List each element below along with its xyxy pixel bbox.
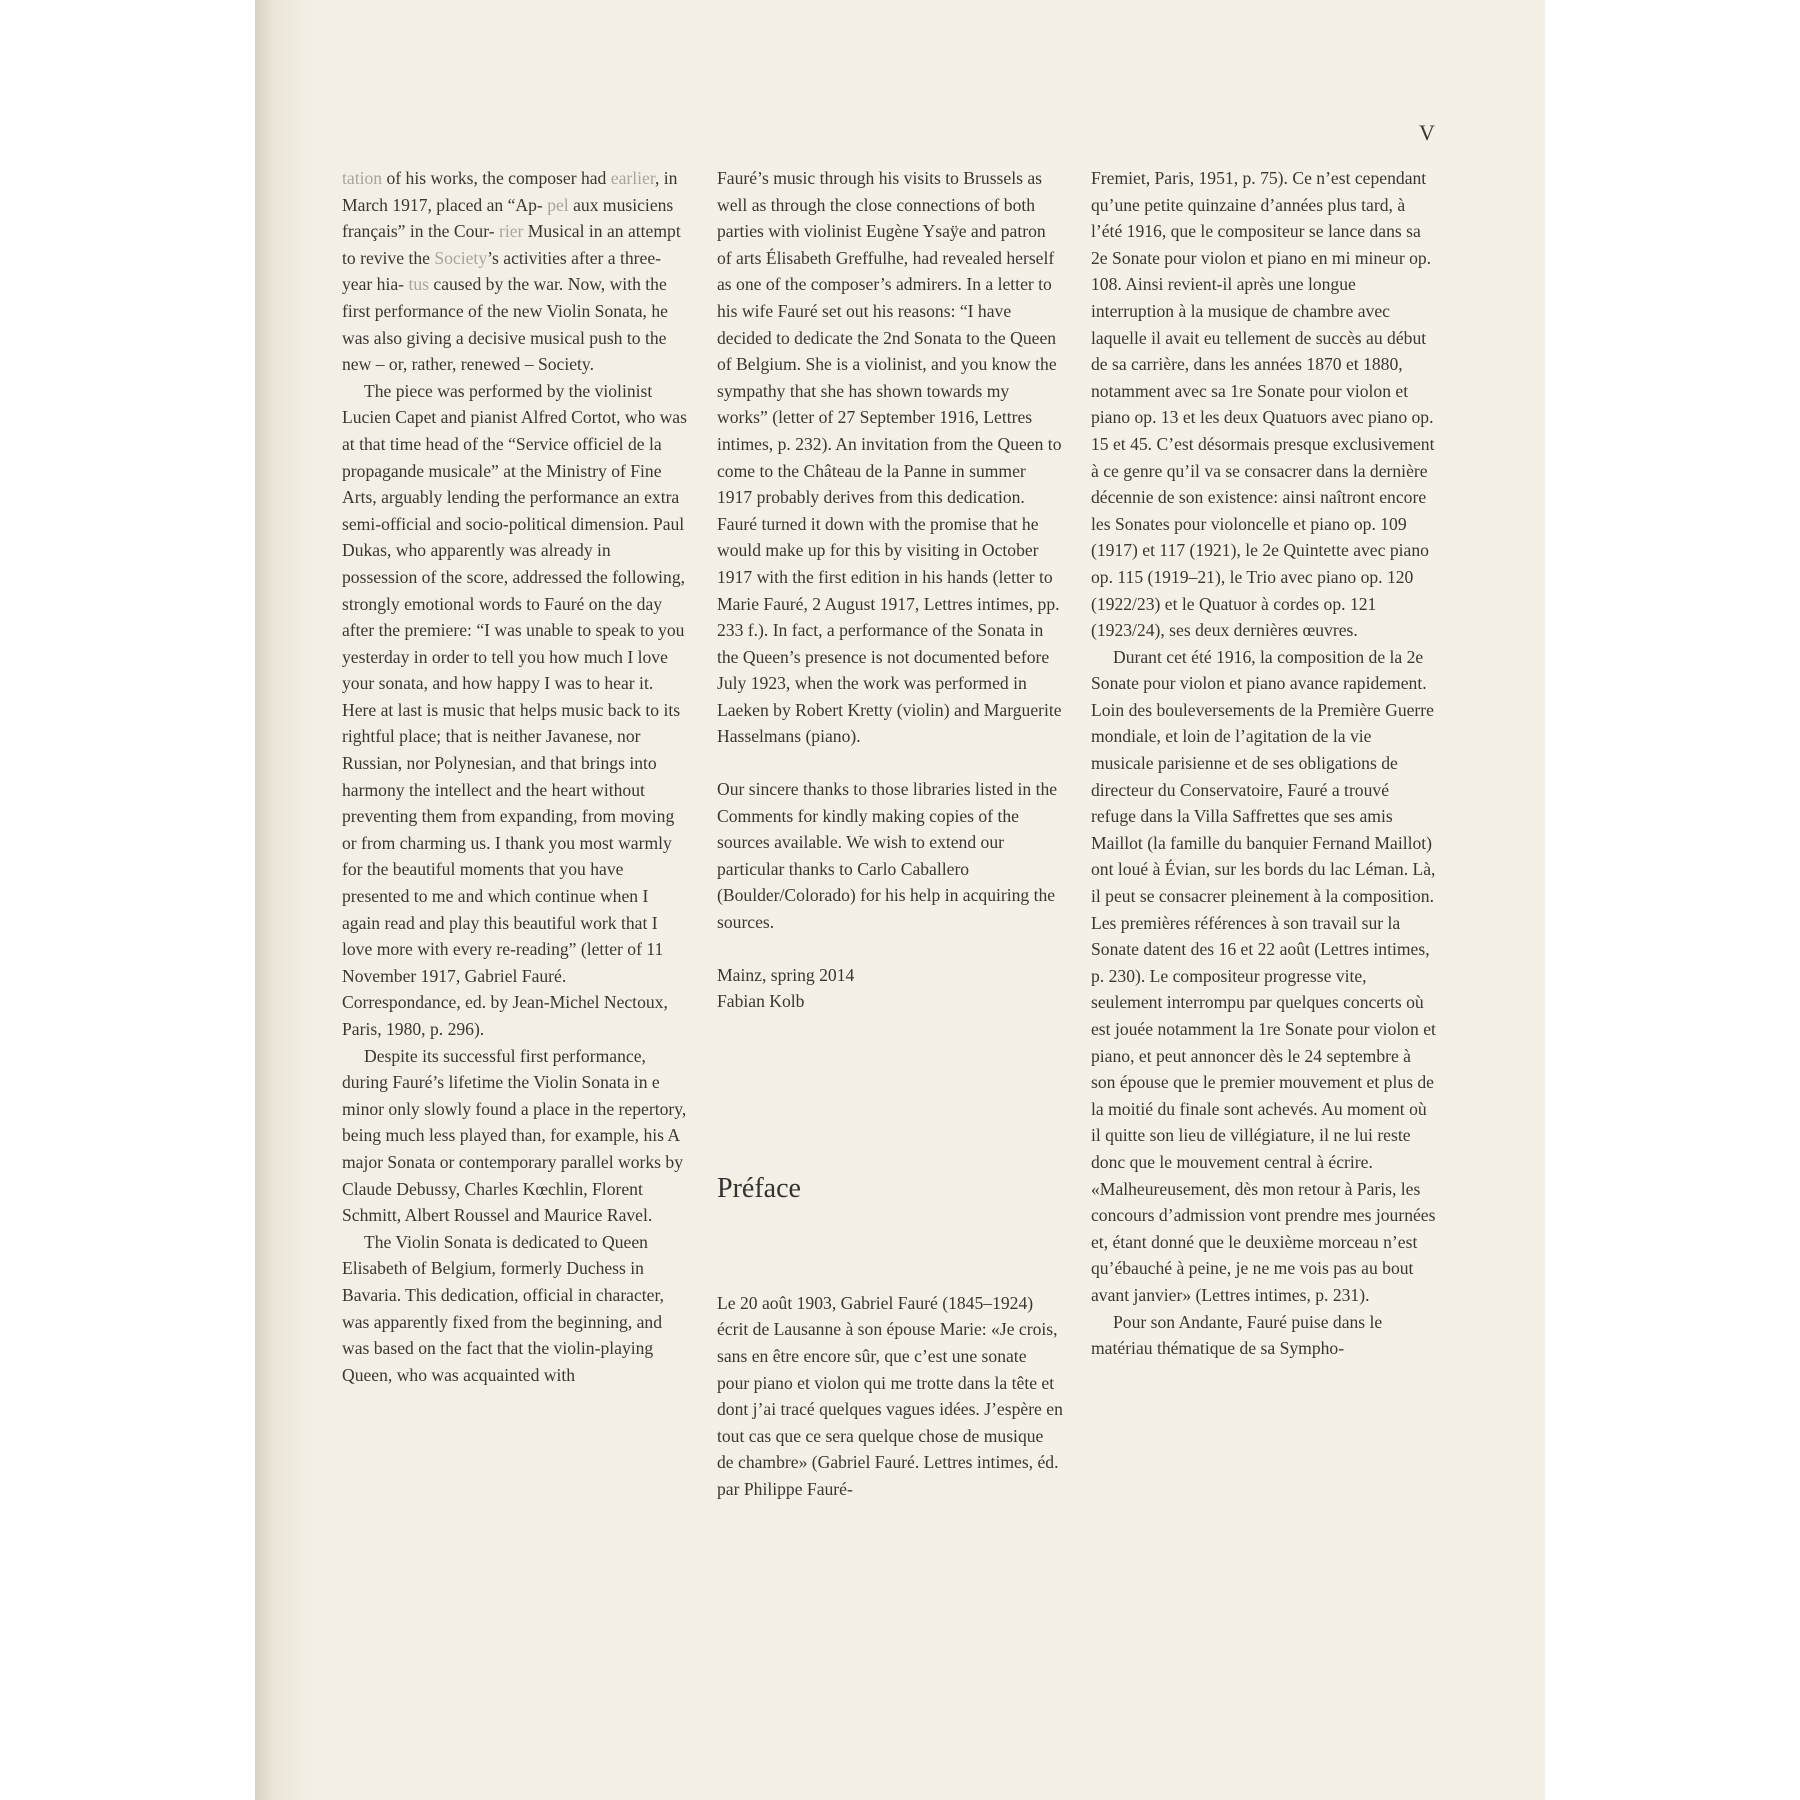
acknowledgements-paragraph: Our sincere thanks to those libraries listed in the Comments for kindly making copies of the sources available. We wish to extend our particular thanks to Carlo Caballero (Boulder/Colorado) for his help in acquiring the sources. bbox=[717, 779, 1058, 933]
paragraph: Durant cet été 1916, la composition de la 2e Sonate pour violon et piano avance rapidement. Loin des bouleversements de la Première Guerre mondiale, et loin de l’agitation de la vie musicale parisienne et de ses obligations de directeur du Conservatoire, Fauré a trouvé refuge dans la Villa Saffrettes que ses amis Maillot (la famille du banquier Fernand Maillot) ont loué à Évian, sur les bords du lac Léman. Là, il peut se consacrer pleinement à la composition. Les premières références à son travail sur la Sonate datent des 16 et 22 août (Lettres intimes, p. 230). Le compositeur progresse vite, seulement interrompu par quelques concerts où est jouée notamment la 1re Sonate pour violon et piano, et peut annoncer dès le 24 septembre à son épouse que le premier mouvement et plus de la moitié du finale sont achevés. Au moment où il quitte son lieu de villégiature, il ne lui reste donc que le mouvement central à écrire. «Malheureusement, dès mon retour à Paris, les concours d’admission vont prendre mes journées et, étant donné que le deuxième morceau n’est qu’ébauché à peine, je ne me vois pas au bout avant janvier» (Lettres intimes, p. 231). bbox=[1091, 646, 1436, 1305]
spacer bbox=[717, 1206, 1063, 1290]
faded-text: rier bbox=[498, 221, 524, 242]
french-preface-column-3 bbox=[1091, 165, 1437, 1362]
paragraph: Le 20 août 1903, Gabriel Fauré (1845–1924) écrit de Lausanne à son épouse Marie: «Je crois, sans en être encore sûr, que c’est une sonate pour piano et violon qui me trotte dans la tête et dont j’ai tracé quelques vagues idées. J’espère en tout cas que ce sera quelque chose de musique de chambre» (Gabriel Fauré. Lettres intimes, éd. par Philippe Fauré- bbox=[717, 1292, 1063, 1499]
text: of his works, the composer had bbox=[382, 168, 607, 188]
text: aux musiciens français” in the Cour- bbox=[342, 194, 674, 242]
text: , in March 1917, placed an “Ap- bbox=[342, 168, 678, 215]
paragraph: Pour son Andante, Fauré puise dans le matériau thématique de sa Sympho- bbox=[1091, 1311, 1383, 1359]
faded-text: Society bbox=[434, 247, 488, 268]
paragraph bbox=[342, 165, 688, 378]
spacer bbox=[717, 1015, 1063, 1172]
english-preface-column-1 bbox=[342, 165, 688, 1388]
text: caused by the war. Now, with the first performance of the new Violin Sonata, he was also giving a decisive musical push to the new – or, rather, renewed – Society. bbox=[342, 274, 668, 375]
paragraph: Despite its successful first performance, during Fauré’s lifetime the Violin Sonata in e minor only slowly found a place in the repertory, being much less played than, for example, his A major Sonata or contemporary parallel works by Claude Debussy, Charles Kœchlin, Florent Schmitt, Albert Roussel and Maurice Ravel. bbox=[342, 1045, 687, 1226]
spacer bbox=[717, 936, 1063, 962]
page-number: V bbox=[1419, 120, 1435, 145]
author-name: Fabian Kolb bbox=[717, 991, 805, 1012]
french-preface-heading: Préface bbox=[717, 1172, 801, 1204]
text: Musical in an attempt to revive the bbox=[342, 221, 681, 268]
spacer bbox=[717, 750, 1063, 776]
faded-text: earlier bbox=[610, 168, 655, 188]
english-preface-column-2 bbox=[717, 165, 1063, 1503]
text: ’s activities after a three-year hia- bbox=[342, 247, 662, 295]
paragraph: Fremiet, Paris, 1951, p. 75). Ce n’est cependant qu’une petite quinzaine d’années plus tard, à l’été 1916, que le compositeur se lance dans sa 2e Sonate pour violon et piano en mi mineur op. 108. Ainsi revient-il après une longue interruption à la musique de chambre avec laquelle il avait eu tellement de succès au début de sa carrière, dans les années 1870 et 1880, notamment avec sa 1re Sonate pour violon et piano op. 13 et les deux Quatuors avec piano op. 15 et 45. C’est désormais presque exclusivement à ce genre qu’il va se consacrer dans la dernière décennie de son existence: ainsi naîtront encore les Sonates pour violoncelle et piano op. 109 (1917) et 117 (1921), le 2e Quintette avec piano op. 115 (1919–21), le Trio avec piano op. 120 (1922/23) et le Quatuor à cordes op. 121 (1923/24), ses deux dernières œuvres. bbox=[1091, 168, 1435, 641]
paragraph: Fauré’s music through his visits to Brussels as well as through the close connections of both parties with violinist Eugène Ysaÿe and patron of arts Élisabeth Greffulhe, had revealed herself as one of the composer’s admirers. In a letter to his wife Fauré set out his reasons: “I have decided to dedicate the 2nd Sonata to the Queen of Belgium. She is a violinist, and you know the sympathy that she has shown towards my works” (letter of 27 September 1916, Lettres intimes, p. 232). An invitation from the Queen to come to the Château de la Panne in summer 1917 probably derives from this dedication. Fauré turned it down with the promise that he would make up for this by visiting in October 1917 with the first edition in his hands (letter to Marie Fauré, 2 August 1917, Lettres intimes, pp. 233 f.). In fact, a performance of the Sonata in the Queen’s presence is not documented before July 1923, when the work was performed in Laeken by Robert Kretty (violin) and Marguerite Hasselmans (piano). bbox=[717, 168, 1062, 747]
faded-text: tus bbox=[408, 274, 429, 295]
paragraph: The piece was performed by the violinist Lucien Capet and pianist Alfred Cortot, who was at that time head of the “Service officiel de la propagande musicale” at the Ministry of Fine Arts, arguably lending the performance an extra semi-official and socio-political dimension. Paul Dukas, who apparently was already in possession of the score, addressed the following, strongly emotional words to Fauré on the day after the premiere: “I was unable to speak to you yesterday in order to tell you how much I love your sonata, and how happy I was to hear it. Here at last is music that helps music back to its rightful place; that is neither Javanese, nor Russian, nor Polynesian, and that brings into harmony the intellect and the heart without preventing them from expanding, from moving or from charming us. I thank you most warmly for the beautiful moments that you have presented to me and which continue when I again read and play this beautiful work that I love more with every re-reading” (letter of 11 November 1917, Gabriel Fauré. Correspondance, ed. by Jean-Michel Nectoux, Paris, 1980, p. 296). bbox=[342, 380, 687, 1039]
faded-text: tation bbox=[342, 168, 383, 188]
place-date: Mainz, spring 2014 bbox=[717, 964, 855, 985]
paragraph: The Violin Sonata is dedicated to Queen Elisabeth of Belgium, formerly Duchess in Bavaria. This dedication, official in character, was apparently fixed from the beginning, and was based on the fact that the violin-playing Queen, who was acquainted with bbox=[342, 1231, 665, 1385]
faded-text: pel bbox=[547, 194, 569, 215]
